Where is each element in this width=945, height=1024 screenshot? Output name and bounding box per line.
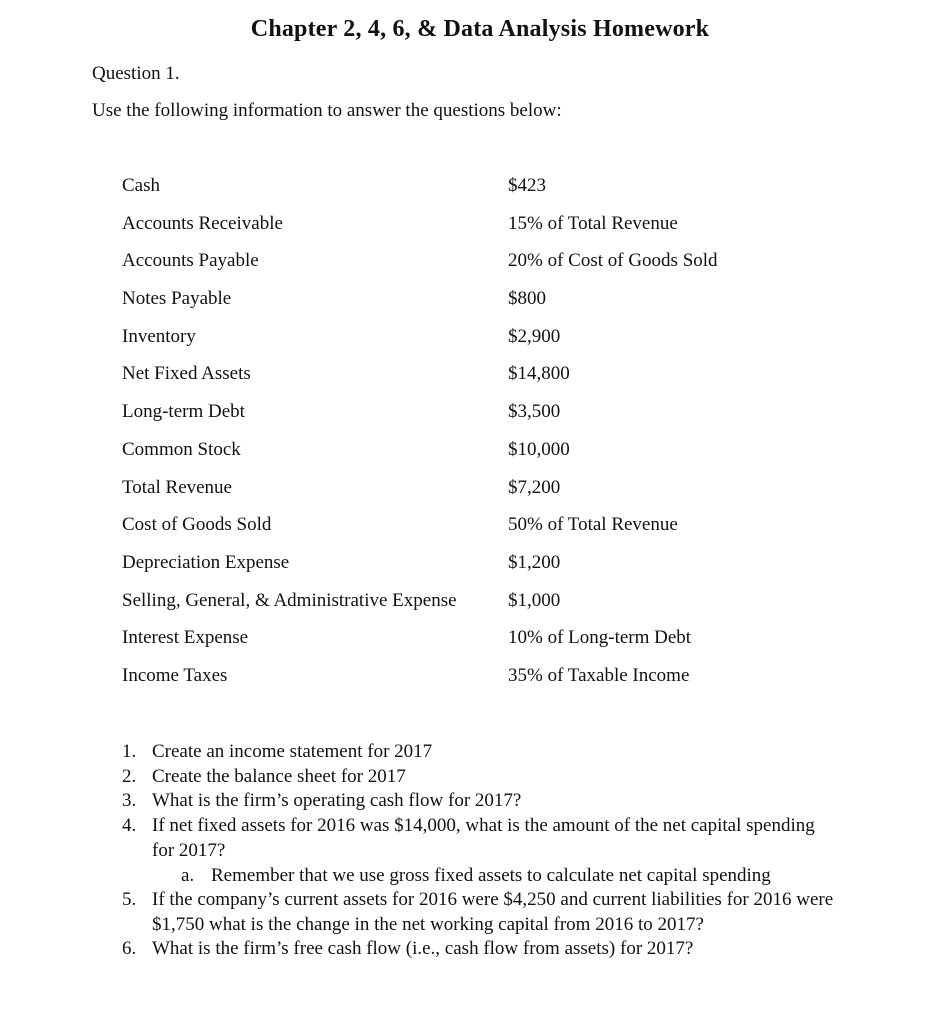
- item-text: What is the firm’s operating cash flow for 2017?: [152, 790, 522, 811]
- row-value: 10% of Long-term Debt: [508, 627, 692, 649]
- item-number: 2.: [122, 765, 137, 787]
- row-label: Interest Expense: [122, 627, 249, 649]
- sub-item-letter: a.: [181, 864, 195, 886]
- row-value: 50% of Total Revenue: [508, 514, 678, 536]
- item-number: 5.: [122, 889, 137, 910]
- row-label: Cash: [122, 175, 160, 196]
- row-label: Cost of Goods Sold: [122, 514, 272, 536]
- row-label: Accounts Receivable: [122, 212, 283, 234]
- row-label: Depreciation Expense: [122, 551, 290, 573]
- item-number: 3.: [122, 790, 137, 811]
- item-text: What is the firm’s free cash flow (i.e., cash flow from assets) for 2017?: [152, 938, 694, 959]
- row-label: Net Fixed Assets: [122, 363, 251, 385]
- row-label: Accounts Payable: [122, 250, 259, 272]
- row-value: $7,200: [508, 476, 561, 498]
- item-number: 6.: [122, 938, 137, 959]
- row-label: Inventory: [122, 325, 196, 347]
- item-text-line1: If the company’s current assets for 2016 were $4,250 and current liabilities for 2016 were: [152, 889, 834, 910]
- question-label: Question 1.: [92, 63, 180, 84]
- item-text-line2: $1,750 what is the change in the net working capital from 2016 to 2017?: [152, 913, 704, 935]
- row-label: Long-term Debt: [122, 401, 245, 423]
- item-text-line2: for 2017?: [152, 839, 226, 861]
- sub-item-text: Remember that we use gross fixed assets to calculate net capital spending: [211, 864, 771, 886]
- intro-text: Use the following information to answer the questions below:: [92, 100, 562, 121]
- row-value: $1,000: [508, 589, 561, 611]
- row-label: Common Stock: [122, 438, 241, 460]
- row-value: $10,000: [508, 438, 570, 460]
- row-value: 20% of Cost of Goods Sold: [508, 250, 718, 272]
- row-label: Notes Payable: [122, 288, 232, 310]
- item-text: Create an income statement for 2017: [152, 741, 433, 762]
- item-number: 4.: [122, 815, 137, 836]
- row-label: Income Taxes: [122, 664, 228, 686]
- row-value: $14,800: [508, 363, 570, 385]
- row-value: 35% of Taxable Income: [508, 664, 690, 686]
- row-value: $3,500: [508, 401, 561, 423]
- document-title: Chapter 2, 4, 6, & Data Analysis Homework: [250, 16, 710, 42]
- row-value: $1,200: [508, 551, 561, 573]
- item-text-line1: If net fixed assets for 2016 was $14,000, what is the amount of the net capital spending: [152, 815, 815, 836]
- row-value: $800: [508, 288, 546, 310]
- item-number: 1.: [122, 741, 137, 762]
- row-label: Total Revenue: [122, 476, 232, 498]
- row-label: Selling, General, & Administrative Expense: [122, 589, 457, 611]
- row-value: $423: [508, 175, 546, 196]
- item-text: Create the balance sheet for 2017: [152, 765, 406, 787]
- row-value: 15% of Total Revenue: [508, 212, 678, 234]
- row-value: $2,900: [508, 325, 561, 347]
